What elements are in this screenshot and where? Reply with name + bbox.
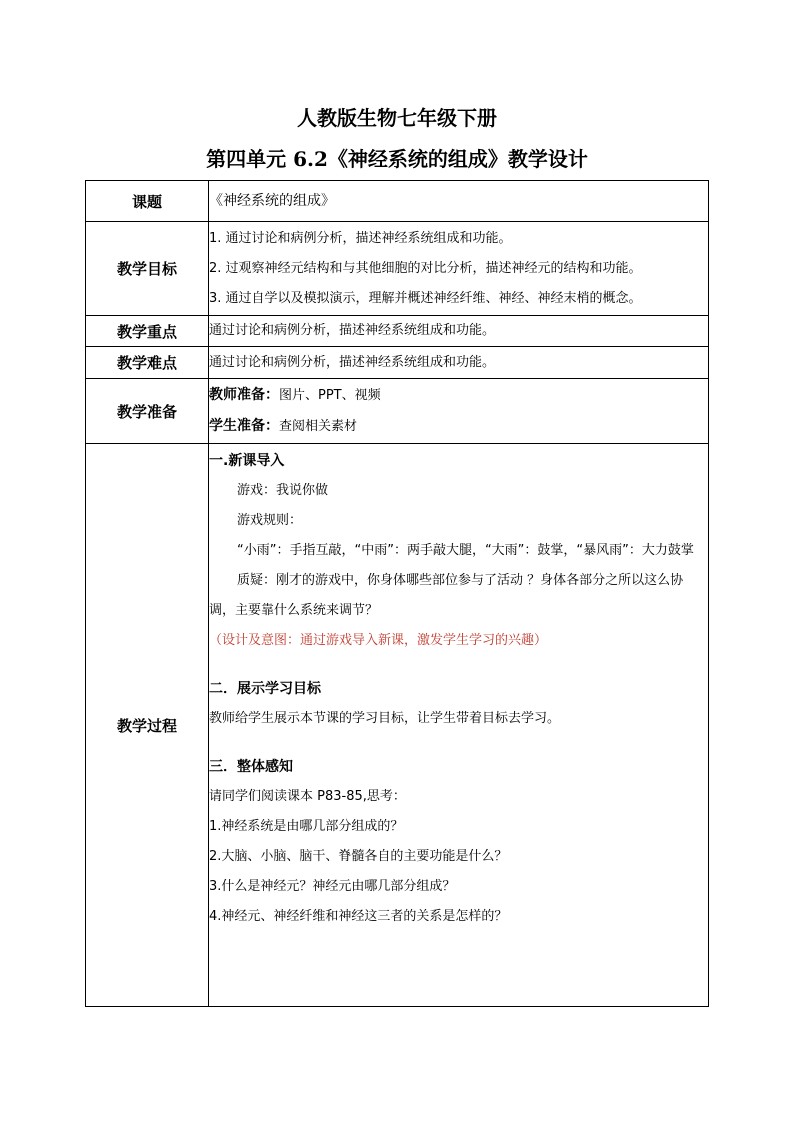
key-points-label: 教学重点 — [86, 316, 209, 347]
topic-label: 课题 — [86, 181, 209, 222]
overview-question: 2.大脑、小脑、脑干、脊髓各自的主要功能是什么？ — [209, 849, 508, 864]
spacer — [209, 734, 708, 752]
overview-question: 4.神经元、神经纤维和神经这三者的关系是怎样的？ — [209, 909, 508, 924]
game-rules-label: 游戏规则： — [237, 513, 303, 528]
objective-item: 1. 通过讨论和病例分析，描述神经系统组成和功能。 — [209, 230, 512, 246]
teacher-preparation-label: 教师准备： — [209, 387, 279, 403]
preparation-content — [209, 379, 709, 444]
row-process — [86, 444, 709, 1007]
section-intro-title: 一.新课导入 — [209, 453, 285, 469]
key-points-text: 通过讨论和病例分析，描述神经系统组成和功能。 — [209, 323, 496, 338]
row-difficulties — [86, 347, 709, 379]
overview-question: 3.什么是神经元？神经元由哪几部分组成？ — [209, 879, 456, 894]
student-preparation-label: 学生准备： — [209, 418, 279, 434]
student-preparation — [209, 411, 708, 442]
design-intent-note: （设计及意图：通过游戏导入新课，激发学生学习的兴趣） — [209, 633, 548, 648]
question-text: 质疑：刚才的游戏中，你身体哪些部位参与了活动 ？身体各部分之所以这么协调，主要靠什么系统来调节？ — [209, 573, 684, 618]
lesson-plan-table — [85, 180, 709, 1007]
difficulties-content — [209, 347, 709, 379]
difficulties-label: 教学难点 — [86, 347, 209, 379]
document-title: 人教版生物七年级下册 — [297, 106, 497, 130]
row-objectives — [86, 222, 709, 316]
objective-item: 3. 通过自学以及模拟演示，理解并概述神经纤维、神经、神经末梢的概念。 — [209, 290, 642, 306]
teacher-preparation — [209, 380, 708, 411]
row-preparation — [86, 379, 709, 444]
process-content — [209, 444, 709, 1007]
objective-item: 2. 过观察神经元结构和与其他细胞的对比分析，描述神经元的结构和功能。 — [209, 260, 642, 276]
section-objectives-text: 教师给学生展示本节课的学习目标，让学生带着目标去学习。 — [209, 711, 561, 726]
document-subtitle: 第四单元 6.2《神经系统的组成》教学设计 — [206, 147, 588, 171]
student-preparation-value: 查阅相关素材 — [279, 419, 358, 434]
row-key-points — [86, 316, 709, 347]
key-points-content — [209, 316, 709, 347]
section-overview-title: 三．整体感知 — [209, 759, 293, 775]
spacer — [209, 656, 708, 674]
process-label: 教学过程 — [86, 444, 209, 1007]
overview-question: 1.神经系统是由哪几部分组成的？ — [209, 819, 404, 834]
row-topic — [86, 181, 709, 222]
objectives-label: 教学目标 — [86, 222, 209, 316]
topic-value — [209, 181, 709, 222]
topic-text: 《神经系统的组成》 — [209, 193, 335, 209]
preparation-label: 教学准备 — [86, 379, 209, 444]
objectives-content — [209, 222, 709, 316]
game-name: 游戏：我说你做 — [237, 483, 329, 498]
section-overview-intro: 请同学们阅读课本 P83-85,思考： — [209, 789, 406, 804]
teacher-preparation-value: 图片、PPT、视频 — [279, 388, 381, 403]
difficulties-text: 通过讨论和病例分析，描述神经系统组成和功能。 — [209, 354, 496, 370]
game-rules-text: “小雨”：手指互敲，“中雨”：两手敲大腿，“大雨”：鼓掌，“暴风雨”：大力鼓掌 — [237, 543, 694, 558]
section-objectives-title: 二．展示学习目标 — [209, 681, 321, 697]
